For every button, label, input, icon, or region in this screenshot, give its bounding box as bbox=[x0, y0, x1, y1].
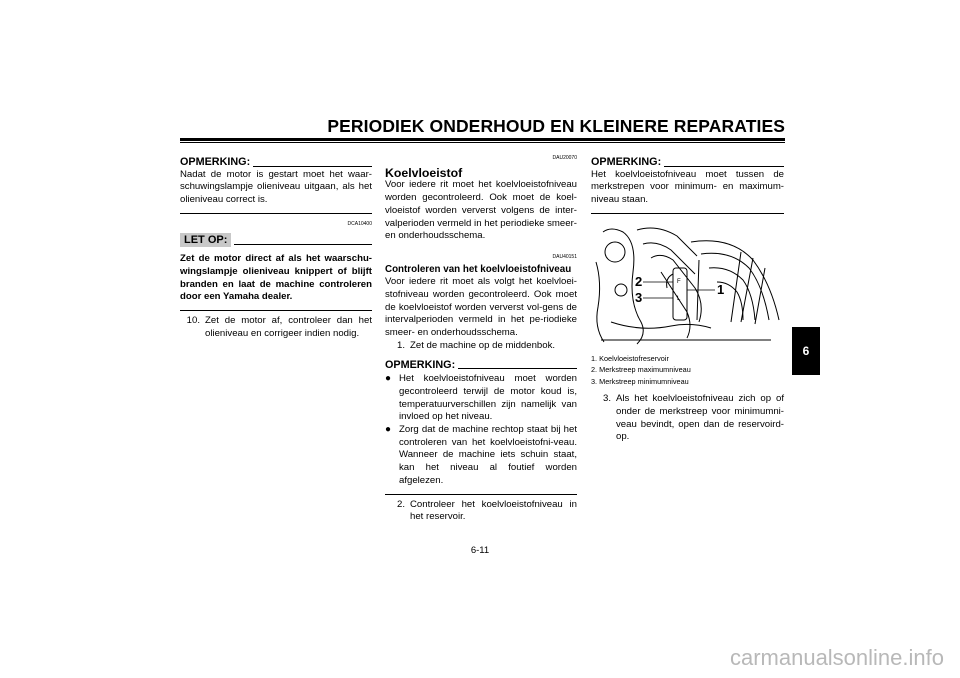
bullet-icon: ● bbox=[385, 373, 392, 385]
step-1 bbox=[385, 340, 577, 353]
page-number: 6-11 bbox=[470, 545, 490, 556]
figure-caption-1: 1. Koelvloeistofreservoir bbox=[591, 353, 669, 363]
figure-label-3: 3 bbox=[635, 289, 643, 305]
figure-label-2: 2 bbox=[635, 273, 643, 289]
step-number: 3. bbox=[602, 393, 611, 405]
mark-full: F bbox=[677, 278, 681, 285]
divider bbox=[180, 213, 372, 214]
bullet-text: Het koelvloeistofniveau moet worden gecontroleerd terwijl de motor koud is, temperatuurverschillen zijn namelijk van invloed op het niveau. bbox=[399, 373, 577, 423]
note-text: Het koelvloeistofniveau moet tussen de merkstrepen voor minimum- en maximum-niveau staan. bbox=[591, 168, 784, 206]
divider bbox=[180, 310, 372, 311]
step-3 bbox=[591, 393, 784, 444]
note-label: OPMERKING: bbox=[180, 156, 251, 168]
caution-text: Zet de motor direct af als het waarschu-wingslampje olieniveau knippert of blijft branden en laat de machine controleren door een Yamaha dealer. bbox=[180, 253, 372, 303]
step-number: 1. bbox=[396, 339, 405, 351]
caution-label: LET OP: bbox=[180, 233, 231, 248]
bullet-item bbox=[385, 373, 577, 424]
chapter-tab: 6 bbox=[792, 327, 820, 375]
subsection-code: DAU40151 bbox=[552, 253, 577, 260]
step-text: Zet de machine op de middenbok. bbox=[410, 339, 556, 351]
note-label: OPMERKING: bbox=[591, 156, 662, 168]
note-heading bbox=[591, 156, 784, 169]
step-text: Zet de motor af, controleer dan het olieniveau en corrigeer indien nodig. bbox=[205, 315, 372, 339]
column-3 bbox=[591, 150, 784, 444]
column-1 bbox=[180, 150, 372, 340]
section-title: Koelvloeistof bbox=[385, 165, 463, 180]
watermark: carmanualsonline.info bbox=[729, 645, 944, 670]
coolant-reservoir-illustration bbox=[591, 222, 784, 347]
bullet-icon: ● bbox=[385, 424, 392, 436]
note-label: OPMERKING: bbox=[385, 358, 456, 371]
divider bbox=[385, 494, 577, 495]
step-number: 2. bbox=[396, 498, 405, 510]
step-number: 10. bbox=[186, 315, 200, 327]
header-rule bbox=[180, 138, 785, 141]
caution-code: DCA10400 bbox=[347, 220, 372, 227]
note-text: Nadat de motor is gestart moet het waar-schuwingslampje olieniveau uitgaan, als het olieniveau correct is. bbox=[180, 168, 372, 206]
note-heading bbox=[385, 359, 577, 372]
step-text: Als het koelvloeistofniveau zich op of onder de merkstreep voor minimumni-veau bevindt, open dan de reservoird-op. bbox=[616, 393, 784, 443]
column-2 bbox=[385, 150, 577, 524]
step-text: Controleer het koelvloeistofniveau in het reservoir. bbox=[410, 498, 577, 523]
figure-caption-2: 2. Merkstreep maximumniveau bbox=[591, 365, 691, 375]
bullet-text: Zorg dat de machine rechtop staat bij het controleren van het koelvloeistofni-veau. Wanneer de machine iets schuin staat, kan het niveau al foutief worden afgelezen. bbox=[399, 424, 577, 486]
step-10 bbox=[180, 315, 372, 340]
divider bbox=[591, 213, 784, 214]
figure-caption-3: 3. Merkstreep minimumniveau bbox=[591, 376, 689, 386]
caution-heading bbox=[180, 233, 372, 248]
header-rule-thin bbox=[180, 142, 785, 143]
step-2 bbox=[385, 499, 577, 524]
figure-label-1: 1 bbox=[717, 281, 725, 297]
note-heading bbox=[180, 156, 372, 169]
section-intro: Voor iedere rit moet het koelvloeistofniveau worden gecontroleerd. Ook moet de koel-vloeistof worden ververst volgens de inter-valperioden vermeld in het periodieke smeer- en onderhoudsschema. bbox=[385, 179, 577, 242]
page-title: PERIODIEK ONDERHOUD EN KLEINERE REPARATIES bbox=[327, 116, 785, 136]
bullet-item bbox=[385, 424, 577, 488]
mark-low: L bbox=[677, 295, 681, 302]
subsection-title: Controleren van het koelvloeistofniveau bbox=[385, 263, 572, 275]
subsection-intro: Voor iedere rit moet als volgt het koelvloei-stofniveau worden gecontroleerd. Ook moet de koelvloeistof worden ververst vol-gens de intervalperioden vermeld in het pe-riodieke smeer- en onderhoudsschema. bbox=[385, 276, 577, 339]
section-code: DAU20070 bbox=[552, 155, 577, 161]
